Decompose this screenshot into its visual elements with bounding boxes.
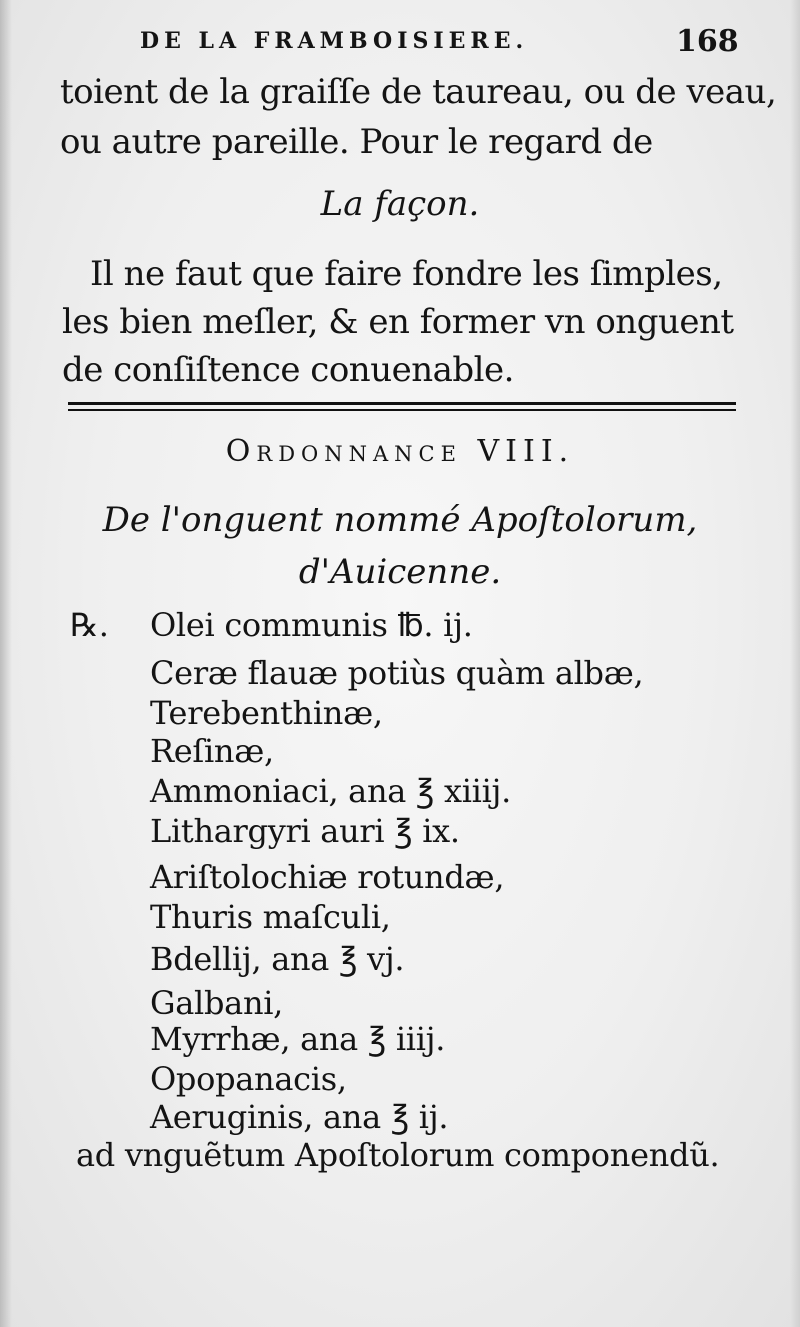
ingredient-line: Myrrhæ, ana ℥ iiij. [150, 1020, 446, 1058]
ingredient-line: Bdellij, ana ℥ vj. [150, 940, 405, 978]
ingredient-line: Terebenthinæ, [150, 694, 383, 732]
ingredient-line: Reſinæ, [150, 732, 274, 770]
ingredient-line: Ceræ flauæ potiùs quàm albæ, [150, 654, 644, 692]
page-number: 168 [676, 24, 739, 59]
ingredient-line: Thuris maſculi, [150, 898, 391, 936]
paragraph-line: les bien meſler, & en former vn onguent [62, 302, 734, 342]
recipe-closing-line: ad vnguẽtum Apoſtolorum componendũ. [76, 1136, 720, 1174]
ingredient-line: Ammoniaci, ana ℥ xiiij. [150, 772, 512, 810]
ingredient-line: Galbani, [150, 984, 284, 1022]
recipe-title-line: De l'onguent nommé Apoſtolorum, [102, 500, 698, 540]
section-divider-rule [68, 402, 736, 405]
recipe-title-line: d'Auicenne. [298, 552, 502, 592]
section-divider-rule [68, 409, 736, 411]
ingredient-line: Olei communis ℔. ij. [150, 606, 473, 644]
ordonnance-title: Ordonnance VIII. [225, 434, 575, 469]
paragraph-line: de conſiſtence conuenable. [62, 350, 514, 390]
paragraph-line: ou autre pareille. Pour le regard de [60, 122, 653, 162]
ingredient-line: Ariſtolochiæ rotundæ, [150, 858, 505, 896]
ingredient-line: Lithargyri auri ℥ ix. [150, 812, 460, 850]
ingredient-line: Opopanacis, [150, 1060, 347, 1098]
section-subheading: La façon. [320, 184, 480, 224]
paragraph-line: toient de la graiſſe de taureau, ou de veau, [60, 72, 777, 112]
recipe-symbol-icon: ℞. [70, 606, 109, 644]
paragraph-line: Il ne faut que faire fondre les ſimples, [90, 254, 723, 294]
ingredient-line: Aeruginis, ana ℥ ij. [150, 1098, 449, 1136]
running-header: DE LA FRAMBOISIERE. [140, 28, 529, 54]
